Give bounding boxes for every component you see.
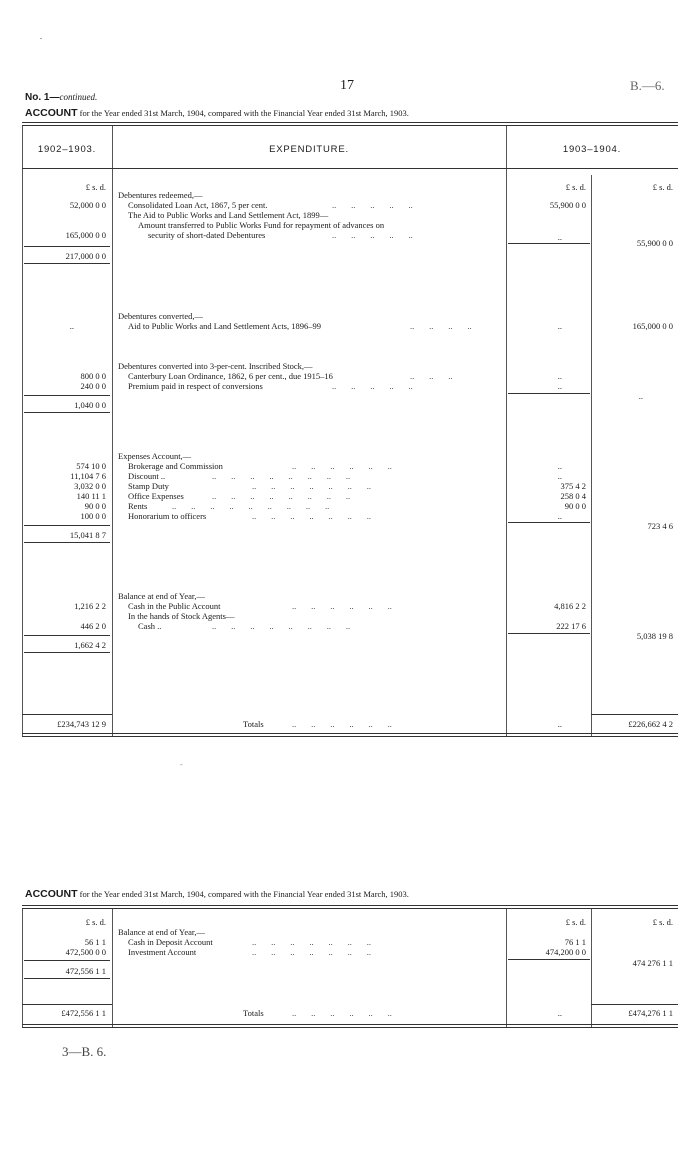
expense-curr: .. [557,461,562,471]
debentures-line1: Consolidated Loan Act, 1867, 5 per cent. [128,200,268,210]
expenses-prev-total: 15,041 8 7 [69,530,106,540]
expense-prev: 3,032 0 0 [74,481,106,491]
leader-dots: .. .. .. .. .. .. .. .. [212,471,351,481]
expense-prev: 11,104 7 6 [70,471,106,481]
top-account-bold: ACCOUNT [25,107,78,119]
curr-subtotal-rule [508,243,590,244]
curr-subtotal-rule [508,959,590,960]
leader-dots: .. .. .. .. .. .. .. [252,481,371,491]
top-account-rest: for the Year ended 31st March, 1904, compared with the Financial Year ended 31st March, 1903. [77,108,409,118]
prev-subtotal-rule [24,263,110,264]
balance-curr-2: 222 17 6 [556,621,586,631]
unit-curr1: £ s. d. [565,182,586,192]
bottom-totals-prev: £472,556 1 1 [61,1008,106,1018]
totals-top-rule [591,1004,678,1005]
expenses-heading: Expenses Account,— [118,451,192,461]
inscribed-prev-2: 240 0 0 [80,381,106,391]
leader-dots: .. .. .. .. .. .. [292,1008,392,1018]
debentures-prev-total: 217,000 0 0 [65,251,106,261]
debentures-curr-total: 55,900 0 0 [636,238,673,248]
expense-prev: 100 0 0 [80,511,106,521]
totals-top-rule [591,714,678,715]
expense-curr: 90 0 0 [564,501,586,511]
expense-label: Brokerage and Commission [128,461,223,471]
bottom-account-rest: for the Year ended 31st March, 1904, compared with the Financial Year ended 31st March, 1903. [77,889,409,899]
totals-curr: £226,662 4 2 [628,719,673,729]
top-col-divider-3 [591,175,592,736]
bottom-curr-total: 474 276 1 1 [632,958,673,968]
prev-subtotal-rule [24,542,110,543]
expense-prev: 90 0 0 [84,501,106,511]
balance-curr-1: 4,816 2 2 [554,601,586,611]
bottom-balance-line1: Cash in Deposit Account [128,937,213,947]
bottom-unit-prev: £ s. d. [85,917,106,927]
expense-label: Office Expenses [128,491,184,501]
footer-code: 3—B. 6. [62,1044,107,1059]
totals-prev: £234,743 12 9 [57,719,106,729]
leader-dots: .. .. .. .. .. .. [292,601,392,611]
inscribed-prev-1: 800 0 0 [80,371,106,381]
balance-line3: Cash .. [138,621,162,631]
bottom-unit-curr2: £ s. d. [652,917,673,927]
leader-dots: .. .. .. .. .. [332,230,413,240]
expenses-curr-total: 723 4 6 [647,521,673,531]
continued-label [25,92,97,103]
prev-subtotal-rule [24,246,110,247]
inscribed-heading: Debentures converted into 3-per-cent. Inscribed Stock,— [118,361,313,371]
balance-curr-total: 5,038 19 8 [636,631,673,641]
inscribed-prev-total: 1,040 0 0 [74,400,106,410]
bottom-prev-total: 472,556 1 1 [65,966,106,976]
top-account-title [25,107,409,119]
expense-curr: 375 4 2 [560,481,586,491]
inscribed-line2: Premium paid in respect of conversions [128,381,263,391]
expense-prev: 140 11 1 [76,491,106,501]
balance-prev-1: 1,216 2 2 [74,601,106,611]
expense-curr: 258 0 4 [560,491,586,501]
debentures-prev-2: 165,000 0 0 [65,230,106,240]
debentures-heading: Debentures redeemed,— [118,190,203,200]
debentures-curr-2: .. [557,232,562,242]
debentures-curr-1: 55,900 0 0 [549,200,586,210]
curr-subtotal-rule [508,633,590,634]
totals-label: Totals [243,719,264,729]
page-code: B.—6. [630,78,665,93]
top-col-divider-1 [112,126,113,736]
converted-prev: .. [69,321,74,331]
stray-mark: - [180,760,183,769]
bottom-totals-curr-1: .. [557,1008,562,1018]
debentures-line3: Amount transferred to Public Works Fund for repayment of advances on [138,220,385,230]
expense-curr: .. [557,471,562,481]
leader-dots: .. .. .. .. .. [332,381,413,391]
expense-label: Honorarium to officers [128,511,207,521]
unit-prev: £ s. d. [85,182,106,192]
leader-dots: .. .. .. .. .. .. .. [252,947,371,957]
prev-subtotal-rule [24,412,110,413]
leader-dots: .. .. .. .. .. .. .. .. [212,621,351,631]
continued-number: No. 1— [25,92,60,103]
expense-prev: 574 10 0 [76,461,106,471]
top-header-rule [22,168,678,169]
bottom-unit-curr1: £ s. d. [565,917,586,927]
converted-curr-total: 165,000 0 0 [632,321,673,331]
bottom-table-top-rule [22,905,678,909]
leader-dots: .. .. .. .. .. .. [292,461,392,471]
top-table-bottom-rule [22,733,678,737]
inscribed-curr-total: .. [638,391,643,401]
debentures-prev-1: 52,000 0 0 [69,200,106,210]
prev-subtotal-rule [24,978,110,979]
converted-curr-1: .. [557,321,562,331]
totals-curr-1: .. [557,719,562,729]
bottom-curr-2: 474,200 0 0 [545,947,586,957]
leader-dots: .. .. .. .. .. .. .. [252,937,371,947]
continued-italic: continued. [59,92,98,102]
converted-heading: Debentures converted,— [118,311,203,321]
leader-dots: .. .. .. .. .. .. .. [252,511,371,521]
leader-dots: .. .. .. .. .. .. [292,719,392,729]
top-col-header-prev: 1902–1903. [37,144,97,155]
prev-subtotal-rule [24,652,110,653]
balance-prev-2: 446 2 0 [80,621,106,631]
bottom-prev-2: 472,500 0 0 [65,947,106,957]
expense-label: Discount .. [128,471,166,481]
balance-line2: In the hands of Stock Agents— [128,611,235,621]
curr-subtotal-rule [508,522,590,523]
bottom-account-bold: ACCOUNT [25,888,78,900]
bottom-account-title [25,888,409,900]
leader-dots: .. .. .. .. [410,321,472,331]
top-col-header-expenditure: EXPENDITURE. [269,144,349,155]
top-col-divider-2 [506,126,507,736]
leader-dots: .. .. .. .. .. [332,200,413,210]
prev-subtotal-rule [24,960,110,961]
bottom-totals-label: Totals [243,1008,264,1018]
balance-prev-total: 1,662 4 2 [74,640,106,650]
leader-dots: .. .. .. [410,371,453,381]
prev-subtotal-rule [24,395,110,396]
balance-line1: Cash in the Public Account [128,601,221,611]
inscribed-line1: Canterbury Loan Ordinance, 1862, 6 per cent., due 1915–16 [128,371,333,381]
unit-curr2: £ s. d. [652,182,673,192]
curr-subtotal-rule [508,393,590,394]
bottom-col-divider-1 [112,909,113,1027]
leader-dots: .. .. .. .. .. .. .. .. .. [172,501,330,511]
bottom-totals-curr: £474,276 1 1 [628,1008,673,1018]
debentures-line4: security of short-dated Debentures [148,230,266,240]
page-mark: . [40,32,42,41]
prev-subtotal-rule [24,525,110,526]
top-col-header-curr: 1903–1904. [562,144,622,155]
expense-label: Rents [128,501,148,511]
prev-subtotal-rule [24,635,110,636]
bottom-curr-1: 76 1 1 [564,937,586,947]
totals-top-rule [22,1004,112,1005]
inscribed-curr-1: .. [557,371,562,381]
bottom-prev-1: 56 1 1 [84,937,106,947]
inscribed-curr-2: .. [557,381,562,391]
balance-heading: Balance at end of Year,— [118,591,205,601]
bottom-balance-heading: Balance at end of Year,— [118,927,205,937]
page-number: 17 [340,78,354,93]
debentures-line2: The Aid to Public Works and Land Settlement Act, 1899— [128,210,329,220]
expense-curr: .. [557,511,562,521]
bottom-balance-line2: Investment Account [128,947,197,957]
expense-label: Stamp Duty [128,481,169,491]
totals-top-rule [22,714,112,715]
bottom-table-bottom-rule [22,1024,678,1028]
top-table-top-rule [22,122,678,126]
converted-line1: Aid to Public Works and Land Settlement Acts, 1896–99 [128,321,321,331]
leader-dots: .. .. .. .. .. .. .. .. [212,491,351,501]
